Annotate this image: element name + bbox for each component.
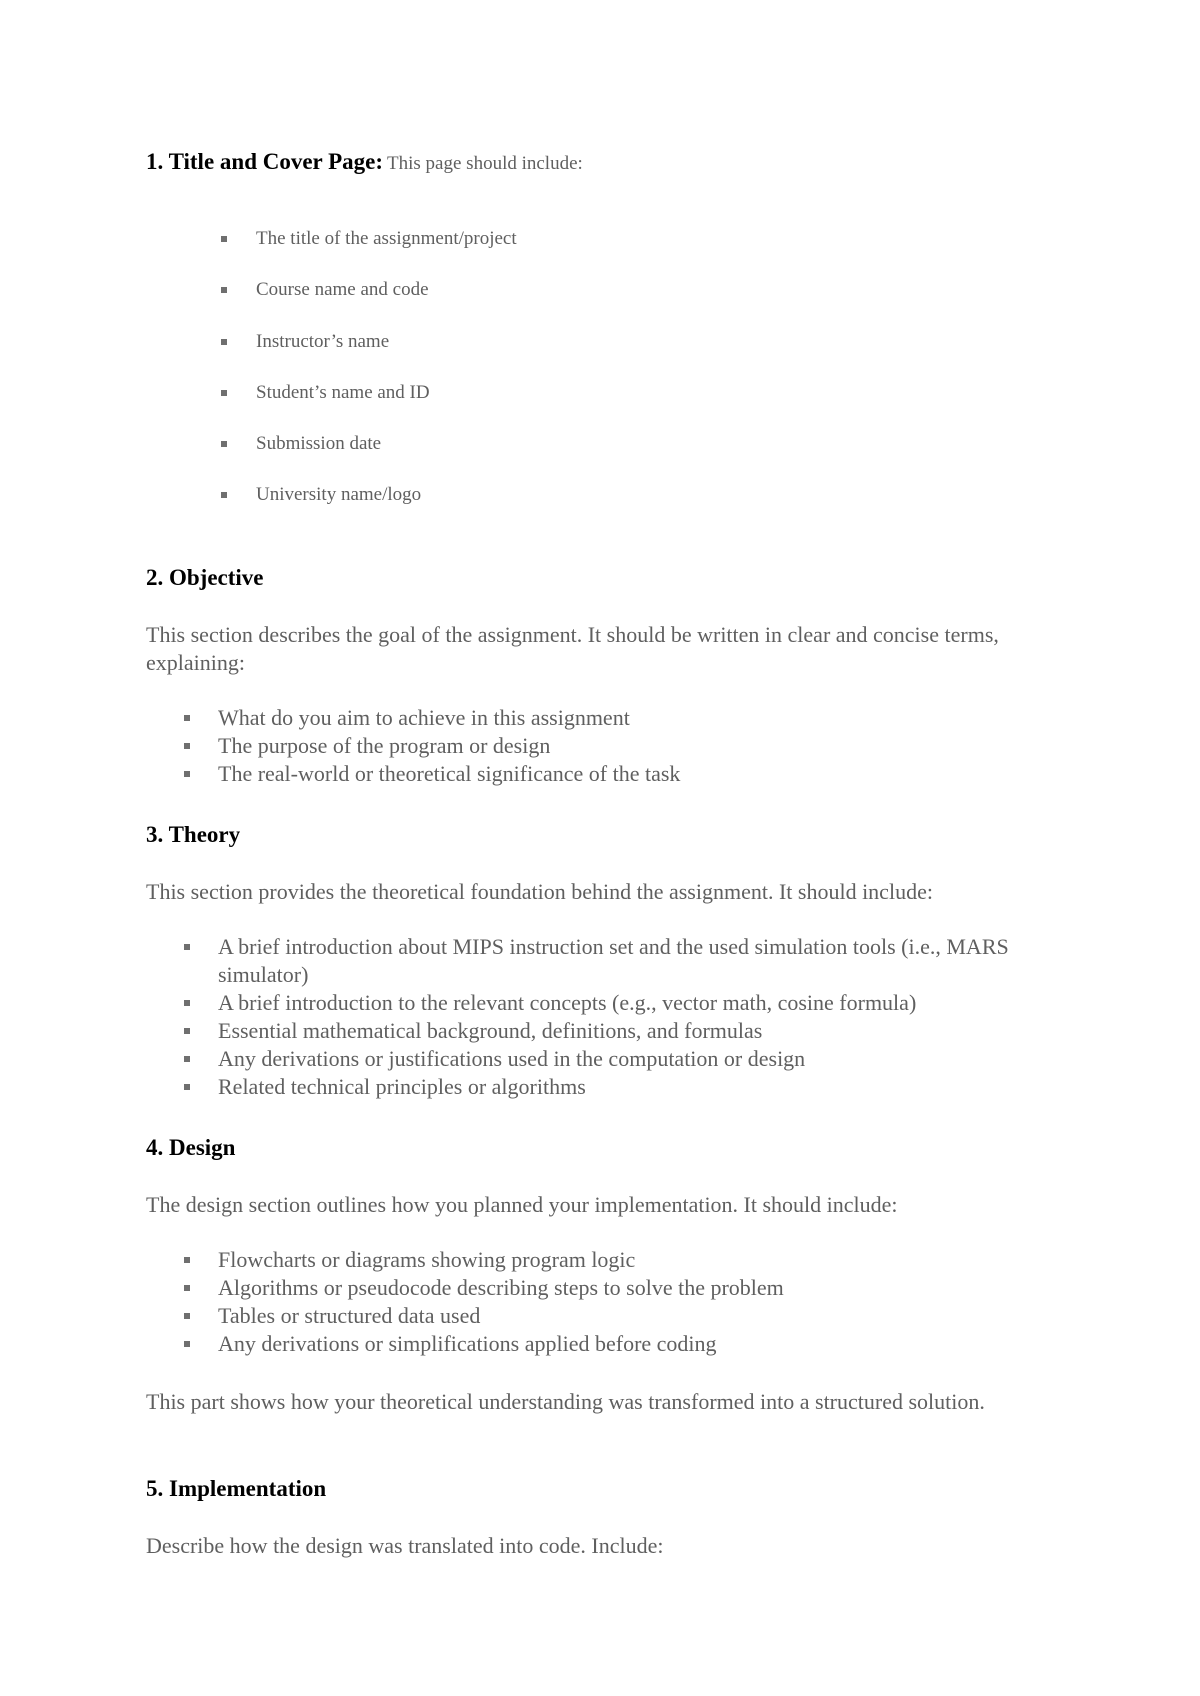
square-bullet-icon: [184, 743, 190, 749]
square-bullet-icon: [184, 1341, 190, 1347]
section-heading-implementation: 5. Implementation: [146, 1476, 327, 1501]
list-item: What do you aim to achieve in this assignment: [0, 704, 1038, 732]
list-item: Tables or structured data used: [0, 1302, 1038, 1330]
square-bullet-icon: [184, 944, 190, 950]
section-paragraph: This section provides the theoretical foundation behind the assignment. It should include:: [146, 879, 933, 904]
list-item: Flowcharts or diagrams showing program logic: [0, 1246, 1038, 1274]
square-bullet-icon: [184, 1028, 190, 1034]
square-bullet-icon: [184, 1257, 190, 1263]
section-heading-design: 4. Design: [146, 1135, 236, 1160]
design-list: [0, 1246, 1200, 1358]
list-item: The purpose of the program or design: [0, 732, 1038, 760]
square-bullet-icon: [184, 1285, 190, 1291]
list-item: Algorithms or pseudocode describing steps to solve the problem: [0, 1274, 1038, 1302]
square-bullet-icon: [184, 715, 190, 721]
section-heading-title-cover: [146, 148, 583, 178]
square-bullet-icon: [184, 1313, 190, 1319]
objective-list: [0, 704, 1200, 788]
list-item: Any derivations or simplifications applied before coding: [0, 1330, 1038, 1358]
square-bullet-icon: [184, 1084, 190, 1090]
square-bullet-icon: [184, 771, 190, 777]
square-bullet-icon: [184, 1000, 190, 1006]
section-heading-text: 1. Title and Cover Page:: [146, 149, 384, 174]
square-bullet-icon: [221, 492, 227, 498]
square-bullet-icon: [221, 390, 227, 396]
section-heading-theory: 3. Theory: [146, 822, 241, 847]
square-bullet-icon: [221, 339, 227, 345]
list-item: Any derivations or justifications used in the computation or design: [0, 1045, 1038, 1073]
square-bullet-icon: [221, 287, 227, 293]
square-bullet-icon: [221, 236, 227, 242]
section-intro-inline: This page should include:: [387, 153, 583, 174]
square-bullet-icon: [184, 1056, 190, 1062]
list-item: A brief introduction to the relevant concepts (e.g., vector math, cosine formula): [0, 989, 1038, 1017]
list-item: A brief introduction about MIPS instruction set and the used simulation tools (i.e., MARS simulator): [0, 933, 1038, 989]
section-closing-paragraph: This part shows how your theoretical understanding was transformed into a structured solution.: [146, 1389, 985, 1414]
square-bullet-icon: [221, 441, 227, 447]
theory-list: [0, 933, 1200, 1101]
list-item: The real-world or theoretical significance of the task: [0, 760, 1038, 788]
list-item: Essential mathematical background, definitions, and formulas: [0, 1017, 1038, 1045]
section-paragraph: Describe how the design was translated into code. Include:: [146, 1533, 664, 1558]
document-page: 1. Title and Cover Page: This page should include: The title of the assignment/project Course name and code Instructor’s name Student’s name and ID Submission date University name/logo 2. Objective This section describes the goal of the assignment. It should be written in clear and concise terms, explaining: What do you aim to achieve in this assignment The purpose of the program or design The real-world or theoretical significance of the task 3. Theory This section provides the theoretical foundation behind the assignment. It should include: A brief introduction about MIPS instruction set and the used simulation tools (i.e., MARS simulator) A brief introduction to the relevant concepts (e.g., vector math, cosine formula) Essential mathematical background, definitions, and formulas Any derivations or justifications used in the computation or design Related technical principles or algorithms 4. Design The design section outlines how you planned your implementation. It should include: Flowcharts or diagrams showing program logic Algorithms or pseudocode describing steps to solve the problem Tables or structured data used Any derivations or simplifications applied before coding This part shows how your theoretical understanding was transformed into a structured solution. 5. Implementation Describe how the design was translated into code. Include:: [0, 0, 1200, 1696]
section-paragraph: The design section outlines how you planned your implementation. It should include:: [146, 1192, 898, 1217]
section-heading-objective: 2. Objective: [146, 565, 264, 590]
list-item: Related technical principles or algorithms: [0, 1073, 1038, 1101]
section-paragraph: This section describes the goal of the assignment. It should be written in clear and concise terms, explaining:: [146, 622, 999, 675]
